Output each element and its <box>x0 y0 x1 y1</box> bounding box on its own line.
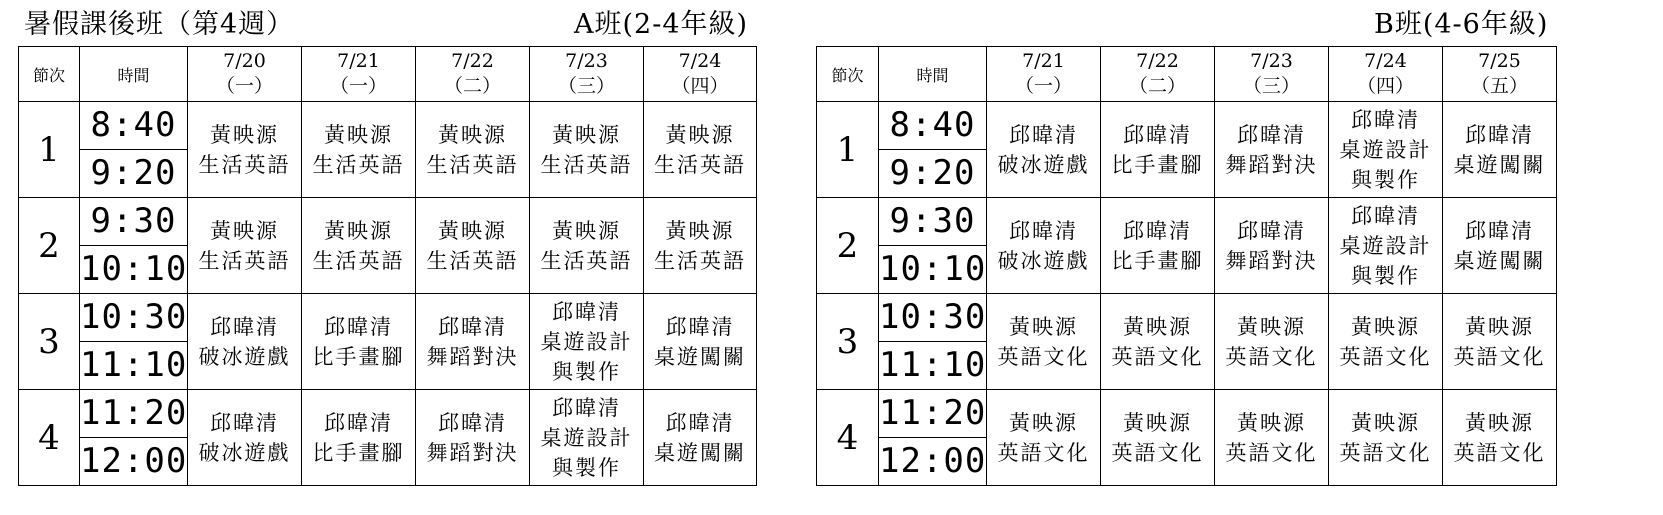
time-slot <box>80 294 188 390</box>
time-range <box>879 198 986 293</box>
end-time: 12:00 <box>879 441 987 481</box>
class-cell <box>1329 102 1443 198</box>
day-header <box>644 47 757 102</box>
day-header <box>987 47 1101 102</box>
course-name: 比手畫腳 <box>312 344 405 369</box>
class-cell <box>1215 102 1329 198</box>
day-weekday: （四） <box>671 75 729 97</box>
course-name: 桌遊闖關 <box>1453 248 1546 273</box>
period-header: 節次 <box>19 47 80 102</box>
class-cell <box>1101 198 1215 294</box>
teacher-name: 黃映源 <box>324 122 393 147</box>
class-cell <box>530 198 644 294</box>
course-name: 舞蹈對決 <box>426 344 519 369</box>
class-cell <box>530 390 644 486</box>
teacher-name: 黃映源 <box>1123 410 1192 435</box>
teacher-name: 黃映源 <box>1465 410 1534 435</box>
class-cell <box>1101 102 1215 198</box>
period-header: 節次 <box>817 47 879 102</box>
class-cell <box>987 198 1101 294</box>
class-cell <box>302 198 416 294</box>
teacher-name: 邱暐清 <box>1465 218 1534 243</box>
teacher-name: 黃映源 <box>665 218 735 243</box>
start-time: 8:40 <box>879 102 986 150</box>
header-row <box>19 47 757 102</box>
class-cell <box>644 102 757 198</box>
class-cell <box>188 198 302 294</box>
class-cell <box>416 294 530 390</box>
teacher-name: 邱暐清 <box>552 395 621 420</box>
day-header <box>530 47 644 102</box>
course-name: 英語文化 <box>1225 344 1318 369</box>
day-date: 7/21 <box>1022 50 1065 72</box>
class-cell <box>987 294 1101 390</box>
teacher-name: 黃映源 <box>1009 314 1078 339</box>
day-weekday: （一） <box>215 75 273 97</box>
table-row <box>817 390 1557 486</box>
class-cell <box>530 294 644 390</box>
document-title: 暑假課後班（第4週） <box>24 9 295 40</box>
day-date: 7/23 <box>1250 50 1293 72</box>
end-time: 10:10 <box>80 249 188 289</box>
time-range <box>80 198 187 293</box>
course-name: 英語文化 <box>1453 344 1546 369</box>
teacher-name: 黃映源 <box>324 218 393 243</box>
end-time: 11:10 <box>80 345 188 385</box>
course-name: 英語文化 <box>1339 344 1432 369</box>
class-cell <box>1101 390 1215 486</box>
period-number: 2 <box>817 198 879 294</box>
time-range <box>80 390 187 485</box>
start-time: 8:40 <box>80 102 187 150</box>
class-cell <box>416 198 530 294</box>
table-row <box>817 294 1557 390</box>
class-cell <box>1329 198 1443 294</box>
course-name: 桌遊設計 <box>540 329 633 354</box>
teacher-name: 黃映源 <box>438 122 507 147</box>
teacher-name: 邱暐清 <box>552 299 621 324</box>
teacher-name: 邱暐清 <box>210 410 279 435</box>
course-name: 生活英語 <box>654 248 746 273</box>
course-name: 生活英語 <box>426 248 519 273</box>
end-time: 9:20 <box>889 153 976 193</box>
course-name: 桌遊闖關 <box>1453 152 1546 177</box>
day-weekday: （五） <box>1470 75 1528 97</box>
end-time: 12:00 <box>80 441 188 481</box>
course-name: 桌遊闖關 <box>654 344 746 369</box>
day-header <box>1443 47 1557 102</box>
course-name: 破冰遊戲 <box>198 440 291 465</box>
class-cell <box>987 102 1101 198</box>
course-name: 破冰遊戲 <box>997 248 1090 273</box>
course-name: 桌遊闖關 <box>654 440 746 465</box>
period-number: 2 <box>19 198 80 294</box>
class-cell <box>1215 198 1329 294</box>
table-row <box>817 198 1557 294</box>
teacher-name: 邱暐清 <box>665 410 735 435</box>
class-cell <box>1443 390 1557 486</box>
table-row <box>19 390 757 486</box>
day-date: 7/24 <box>1364 50 1407 72</box>
period-number: 4 <box>19 390 80 486</box>
day-date: 7/22 <box>1136 50 1179 72</box>
day-date: 7/24 <box>678 50 722 72</box>
teacher-name: 黃映源 <box>438 218 507 243</box>
class-cell <box>644 198 757 294</box>
teacher-name: 邱暐清 <box>438 410 507 435</box>
course-name: 生活英語 <box>312 152 405 177</box>
time-slot <box>879 102 987 198</box>
day-header <box>416 47 530 102</box>
course-name: 生活英語 <box>426 152 519 177</box>
class-cell <box>1101 294 1215 390</box>
class-cell <box>1443 102 1557 198</box>
teacher-name: 邱暐清 <box>324 314 393 339</box>
class-cell <box>188 294 302 390</box>
course-name: 英語文化 <box>1111 344 1204 369</box>
course-name: 與製作 <box>1351 263 1420 288</box>
start-time: 11:20 <box>879 390 986 438</box>
start-time: 9:30 <box>879 198 986 246</box>
time-slot <box>879 390 987 486</box>
day-weekday: （三） <box>1242 75 1300 97</box>
course-name: 英語文化 <box>1453 440 1546 465</box>
period-number: 3 <box>19 294 80 390</box>
period-number: 4 <box>817 390 879 486</box>
day-weekday: （三） <box>557 75 615 97</box>
class-cell <box>302 294 416 390</box>
time-range <box>80 102 187 197</box>
class-b-label: B班(4-6年級) <box>1374 9 1549 40</box>
teacher-name: 黃映源 <box>1009 410 1078 435</box>
course-name: 與製作 <box>552 455 621 480</box>
class-cell <box>302 102 416 198</box>
class-cell <box>1215 294 1329 390</box>
time-slot <box>80 198 188 294</box>
course-name: 與製作 <box>552 359 621 384</box>
class-a-label: A班(2-4年級) <box>574 9 749 40</box>
class-cell <box>416 102 530 198</box>
day-header <box>1101 47 1215 102</box>
course-name: 破冰遊戲 <box>198 344 291 369</box>
course-name: 破冰遊戲 <box>997 152 1090 177</box>
time-range <box>879 102 986 197</box>
teacher-name: 邱暐清 <box>438 314 507 339</box>
course-name: 比手畫腳 <box>312 440 405 465</box>
course-name: 英語文化 <box>997 344 1090 369</box>
day-weekday: （二） <box>443 75 501 97</box>
day-weekday: （四） <box>1356 75 1414 97</box>
class-cell <box>416 390 530 486</box>
time-header: 時間 <box>879 47 987 102</box>
class-cell <box>302 390 416 486</box>
teacher-name: 黃映源 <box>552 218 621 243</box>
time-slot <box>80 390 188 486</box>
teacher-name: 邱暐清 <box>210 314 279 339</box>
day-header <box>1215 47 1329 102</box>
day-date: 7/20 <box>223 50 266 72</box>
start-time: 10:30 <box>879 294 986 342</box>
day-header <box>188 47 302 102</box>
course-name: 桌遊設計 <box>540 425 633 450</box>
course-name: 比手畫腳 <box>1111 152 1204 177</box>
header-row <box>817 47 1557 102</box>
teacher-name: 邱暐清 <box>1009 122 1078 147</box>
class-cell <box>1443 198 1557 294</box>
start-time: 10:30 <box>80 294 187 342</box>
class-cell <box>644 390 757 486</box>
teacher-name: 黃映源 <box>665 122 735 147</box>
table-row <box>817 102 1557 198</box>
teacher-name: 邱暐清 <box>1351 107 1420 132</box>
course-name: 英語文化 <box>1225 440 1318 465</box>
class-cell <box>188 102 302 198</box>
table-row <box>19 294 757 390</box>
class-cell <box>1443 294 1557 390</box>
teacher-name: 黃映源 <box>552 122 621 147</box>
teacher-name: 邱暐清 <box>1009 218 1078 243</box>
time-range <box>879 294 986 389</box>
course-name: 舞蹈對決 <box>1225 152 1318 177</box>
course-name: 英語文化 <box>1111 440 1204 465</box>
teacher-name: 黃映源 <box>1351 314 1420 339</box>
course-name: 生活英語 <box>198 248 291 273</box>
day-header <box>302 47 416 102</box>
teacher-name: 邱暐清 <box>1123 218 1192 243</box>
class-cell <box>1215 390 1329 486</box>
class-cell <box>1329 294 1443 390</box>
end-time: 11:10 <box>879 345 987 385</box>
teacher-name: 邱暐清 <box>1237 122 1306 147</box>
teacher-name: 邱暐清 <box>1351 203 1420 228</box>
course-name: 舞蹈對決 <box>1225 248 1318 273</box>
teacher-name: 黃映源 <box>1465 314 1534 339</box>
course-name: 舞蹈對決 <box>426 440 519 465</box>
time-slot <box>80 102 188 198</box>
start-time: 9:30 <box>80 198 187 246</box>
course-name: 生活英語 <box>540 248 633 273</box>
teacher-name: 黃映源 <box>1237 314 1306 339</box>
course-name: 生活英語 <box>312 248 405 273</box>
class-cell <box>530 102 644 198</box>
table-row <box>19 102 757 198</box>
time-range <box>879 390 986 485</box>
teacher-name: 黃映源 <box>1123 314 1192 339</box>
teacher-name: 邱暐清 <box>1123 122 1192 147</box>
day-date: 7/25 <box>1478 50 1521 72</box>
course-name: 桌遊設計 <box>1339 137 1432 162</box>
day-weekday: （一） <box>1014 75 1072 97</box>
class-cell <box>188 390 302 486</box>
schedule-table-class-a <box>18 46 757 486</box>
end-time: 9:20 <box>90 153 177 193</box>
time-slot <box>879 294 987 390</box>
course-name: 比手畫腳 <box>1111 248 1204 273</box>
table-row <box>19 198 757 294</box>
course-name: 生活英語 <box>654 152 746 177</box>
day-date: 7/21 <box>337 50 380 72</box>
teacher-name: 邱暐清 <box>1465 122 1534 147</box>
day-weekday: （一） <box>329 75 387 97</box>
course-name: 生活英語 <box>198 152 291 177</box>
course-name: 英語文化 <box>997 440 1090 465</box>
time-range <box>80 294 187 389</box>
course-name: 英語文化 <box>1339 440 1432 465</box>
time-slot <box>879 198 987 294</box>
teacher-name: 邱暐清 <box>665 314 735 339</box>
time-header: 時間 <box>80 47 188 102</box>
class-cell <box>644 294 757 390</box>
period-number: 3 <box>817 294 879 390</box>
day-date: 7/23 <box>565 50 608 72</box>
class-cell <box>1329 390 1443 486</box>
period-number: 1 <box>19 102 80 198</box>
end-time: 10:10 <box>879 249 987 289</box>
day-date: 7/22 <box>451 50 494 72</box>
course-name: 桌遊設計 <box>1339 233 1432 258</box>
teacher-name: 邱暐清 <box>324 410 393 435</box>
period-number: 1 <box>817 102 879 198</box>
day-header <box>1329 47 1443 102</box>
schedule-table-class-b <box>816 46 1557 486</box>
course-name: 生活英語 <box>540 152 633 177</box>
teacher-name: 黃映源 <box>210 218 279 243</box>
class-cell <box>987 390 1101 486</box>
start-time: 11:20 <box>80 390 187 438</box>
day-weekday: （二） <box>1128 75 1186 97</box>
course-name: 與製作 <box>1351 167 1420 192</box>
teacher-name: 黃映源 <box>210 122 279 147</box>
teacher-name: 黃映源 <box>1351 410 1420 435</box>
teacher-name: 邱暐清 <box>1237 218 1306 243</box>
teacher-name: 黃映源 <box>1237 410 1306 435</box>
